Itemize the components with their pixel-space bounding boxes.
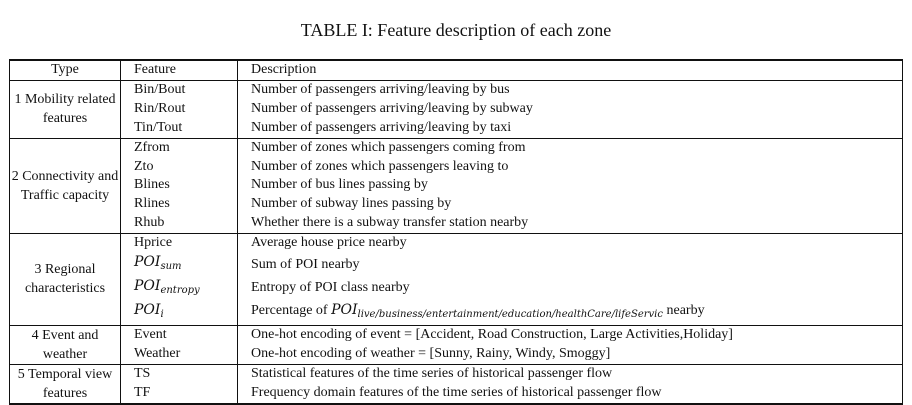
description-cell: Number of passengers arriving/leaving by taxi (238, 119, 903, 138)
table-row (10, 100, 903, 119)
feature-cell: Rhub (121, 214, 238, 233)
description-cell: Statistical features of the time series of historical passenger flow (238, 364, 903, 383)
group-event-weather (10, 325, 903, 364)
header-feature: Feature (121, 60, 238, 80)
description-cell: Number of bus lines passing by (238, 176, 903, 195)
table-row (10, 234, 903, 253)
type-cell: 4 Event and weather (10, 325, 121, 364)
feature-math-sub: entropy (160, 284, 200, 296)
type-cell: 5 Temporal view features (10, 364, 121, 404)
table-row (10, 364, 903, 383)
table-caption: TABLE I: Feature description of each zone (300, 20, 612, 40)
table-row (10, 384, 903, 404)
feature-cell: Blines (121, 176, 238, 195)
description-cell: Number of zones which passengers coming from (238, 138, 903, 157)
description-suffix: nearby (666, 302, 705, 318)
table-row (10, 345, 903, 365)
description-cell (238, 301, 903, 325)
description-cell: Number of passengers arriving/leaving by bus (238, 80, 903, 99)
type-cell: 3 Regional characteristics (10, 234, 121, 326)
feature-cell: Tin/Tout (121, 119, 238, 138)
feature-math-sub: i (160, 308, 164, 320)
group-mobility (10, 80, 903, 138)
header-row (10, 60, 903, 80)
description-cell: Whether there is a subway transfer station nearby (238, 214, 903, 233)
feature-cell (121, 301, 238, 325)
feature-cell (121, 277, 238, 301)
description-cell: Number of passengers arriving/leaving by subway (238, 100, 903, 119)
type-cell: 1 Mobility related features (10, 80, 121, 138)
feature-cell: Event (121, 325, 238, 345)
table-row (10, 277, 903, 301)
feature-math-base: POI (134, 254, 161, 271)
feature-cell: Rin/Rout (121, 100, 238, 119)
feature-math-sub: sum (160, 261, 182, 273)
description-cell: Average house price nearby (238, 234, 903, 253)
table-row (10, 253, 903, 277)
description-cell: One-hot encoding of weather = [Sunny, Rainy, Windy, Smoggy] (238, 345, 903, 365)
header-type: Type (10, 60, 121, 80)
type-cell: 2 Connectivity and Traffic capacity (10, 138, 121, 234)
description-cell: Number of zones which passengers leaving to (238, 158, 903, 177)
table-row (10, 80, 903, 99)
feature-cell: Hprice (121, 234, 238, 253)
description-cell: Sum of POI nearby (238, 253, 903, 277)
table-row (10, 195, 903, 214)
feature-cell: Rlines (121, 195, 238, 214)
feature-math-base: POI (134, 277, 161, 294)
feature-math-base: POI (134, 301, 161, 318)
description-cell: One-hot encoding of event = [Accident, Road Construction, Large Activities,Holiday] (238, 325, 903, 345)
table-row (10, 301, 903, 325)
description-math-sub: live/business/entertainment/education/healthCare/lifeServic (357, 308, 663, 320)
feature-cell (121, 253, 238, 277)
table-row (10, 176, 903, 195)
group-temporal (10, 364, 903, 404)
group-regional (10, 234, 903, 326)
feature-cell: TS (121, 364, 238, 383)
feature-table (9, 59, 903, 405)
header-description: Description (238, 60, 903, 80)
feature-cell: TF (121, 384, 238, 404)
feature-cell: Bin/Bout (121, 80, 238, 99)
table-row (10, 325, 903, 345)
table-row (10, 119, 903, 138)
feature-cell: Zto (121, 158, 238, 177)
table-row (10, 214, 903, 233)
feature-cell: Zfrom (121, 138, 238, 157)
description-cell: Entropy of POI class nearby (238, 277, 903, 301)
group-connectivity (10, 138, 903, 234)
description-math-base: POI (331, 301, 358, 318)
description-prefix: Percentage of (251, 302, 328, 318)
table-row (10, 158, 903, 177)
description-cell: Frequency domain features of the time series of historical passenger flow (238, 384, 903, 404)
feature-cell: Weather (121, 345, 238, 365)
description-cell: Number of subway lines passing by (238, 195, 903, 214)
table-row (10, 138, 903, 157)
